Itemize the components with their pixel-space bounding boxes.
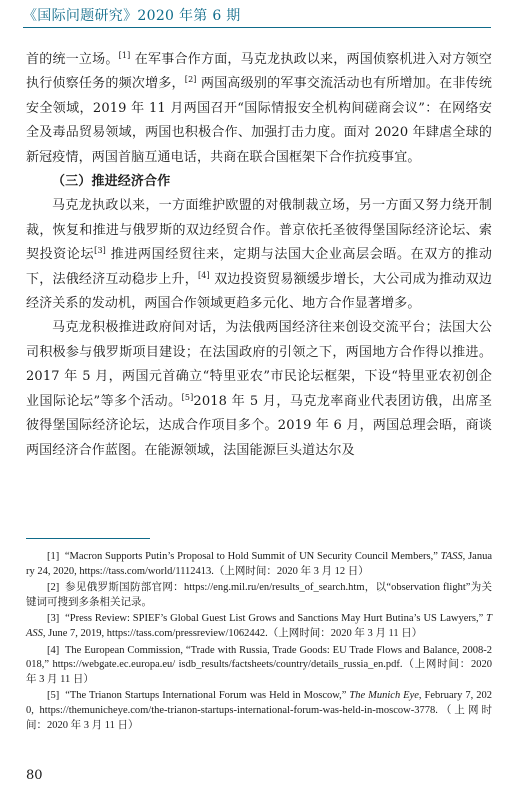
footnote-ref-4[interactable]: [4] — [198, 270, 210, 280]
paragraph-3 — [26, 316, 492, 462]
footnote-4 — [26, 644, 492, 688]
footnote-text: The European Commission, “Trade with Russia, Trade Goods: EU Trade Flows and Balance, 2008-2018,” https://webgate.ec.europa.eu/ isdb_results/factsheets/country/details_russia_en.pdf.（上网时间：2020 年 3 月 11 日） — [26, 644, 492, 685]
footnote-ref-1[interactable]: [1] — [118, 51, 131, 61]
p2-text-c: 双边投资贸易额缓步增长，大公司成为推动双边经济关系的发动机，两国合作领域更趋多元化、地方合作显著增多。 — [26, 271, 492, 312]
p1-text-a: 首的统一立场。 — [26, 52, 119, 67]
header-divider — [23, 27, 491, 28]
footnote-marker: [5] — [47, 690, 60, 702]
footnotes — [26, 550, 492, 735]
footnote-marker: [1] — [47, 551, 60, 562]
footnote-3 — [26, 612, 492, 641]
footnote-text: , January 24, 2020, https://tass.com/world/1112413.（上网时间：2020 年 3 月 12 日） — [26, 551, 492, 577]
footnote-text: 参见俄罗斯国防部官网：https://eng.mil.ru/en/results_of_search.htm，以“observation flight”为关键词可搜到多条相关记录。 — [26, 582, 493, 608]
journal-header: 《国际问题研究》2020 年第 6 期 — [23, 8, 241, 24]
footnote-2 — [26, 581, 492, 610]
footnote-marker: [3] — [47, 613, 60, 625]
footnote-marker: [2] — [47, 582, 60, 594]
p3-text-b: 2018 年 5 月，马克龙率商业代表团访俄，出席圣彼得堡国际经济论坛，达成合作项目多个。2019 年 6 月，两国总理会晤，商谈两国经济合作蓝图。在能源领域，法国能源巨头道达尔及 — [26, 393, 492, 458]
footnote-text: “Press Review: SPIEF’s Global Guest List Grows and Sanctions May Hurt Butina’s US Lawyers,” — [65, 613, 487, 625]
footnote-text: “The Trianon Startups International Forum was Held in Moscow,” — [65, 690, 350, 702]
footnote-ref-5[interactable]: [5] — [181, 392, 194, 402]
footnote-source-title: The Munich Eye — [349, 690, 419, 702]
p1-text-c: 两国高级别的军事交流活动也有所增加。在非传统安全领域，2019 年 11 月两国召开“国际情报安全机构间磋商会议”：在网络安全及毒品贸易领域，两国也积极合作、加强打击力度。面对 2020 年肆虐全球的新冠疫情，两国首脑互通电话，共商在联合国框架下合作抗疫事宜。 — [26, 76, 492, 165]
section-heading: （三）推进经济合作 — [52, 174, 171, 190]
footnote-1 — [26, 550, 492, 579]
p3-text-a: 马克龙积极推进政府间对话，为法俄两国经济往来创设交流平台；法国大公司积极参与俄罗斯项目建设；在法国政府的引领之下，两国地方合作得以推进。2017 年 5 月，两国元首确立“特里亚农”市民论坛框架，下设“特里亚农初创企业国际论坛”等多个活动。 — [26, 320, 492, 409]
main-text — [26, 48, 492, 463]
p2-text-b: 推进两国经贸往来，定期与法国大企业高层会晤。在双方的推动下，法俄经济互动稳步上升， — [26, 247, 492, 287]
footnote-text: , February 7, 2020, https://themunicheye.com/the-trianon-startups-international-forum-was-held-in-moscow-3778.（上网时间：2020 年 3 月 11 日） — [26, 690, 493, 731]
footnote-ref-2[interactable]: [2] — [184, 75, 197, 85]
footnote-source-title: TASS — [440, 551, 463, 562]
paragraph-2 — [26, 194, 492, 316]
footnote-ref-3[interactable]: [3] — [94, 246, 106, 256]
p2-text-a: 马克龙执政以来，一方面维护欧盟的对俄制裁立场，另一方面又努力绕开制裁，恢复和推进与俄罗斯的双边经贸合作。普京依托圣彼得堡国际经济论坛、索契投资论坛 — [26, 198, 492, 263]
footnote-text: , June 7, 2019, https://tass.com/pressreview/1062442.（上网时间：2020 年 3 月 11 日） — [42, 627, 423, 639]
p1-text-b: 在军事合作方面，马克龙执政以来，两国侦察机进入对方领空执行侦察任务的频次增多， — [26, 52, 492, 92]
footnote-5 — [26, 689, 492, 733]
footnote-source-title: TASS — [26, 613, 493, 639]
footnote-text: “Macron Supports Putin’s Proposal to Hold Summit of UN Security Council Members,” — [64, 551, 441, 562]
page-number: 80 — [26, 768, 43, 783]
footnote-divider — [26, 538, 150, 539]
footnote-marker: [4] — [47, 644, 60, 656]
paragraph-1 — [26, 48, 492, 170]
